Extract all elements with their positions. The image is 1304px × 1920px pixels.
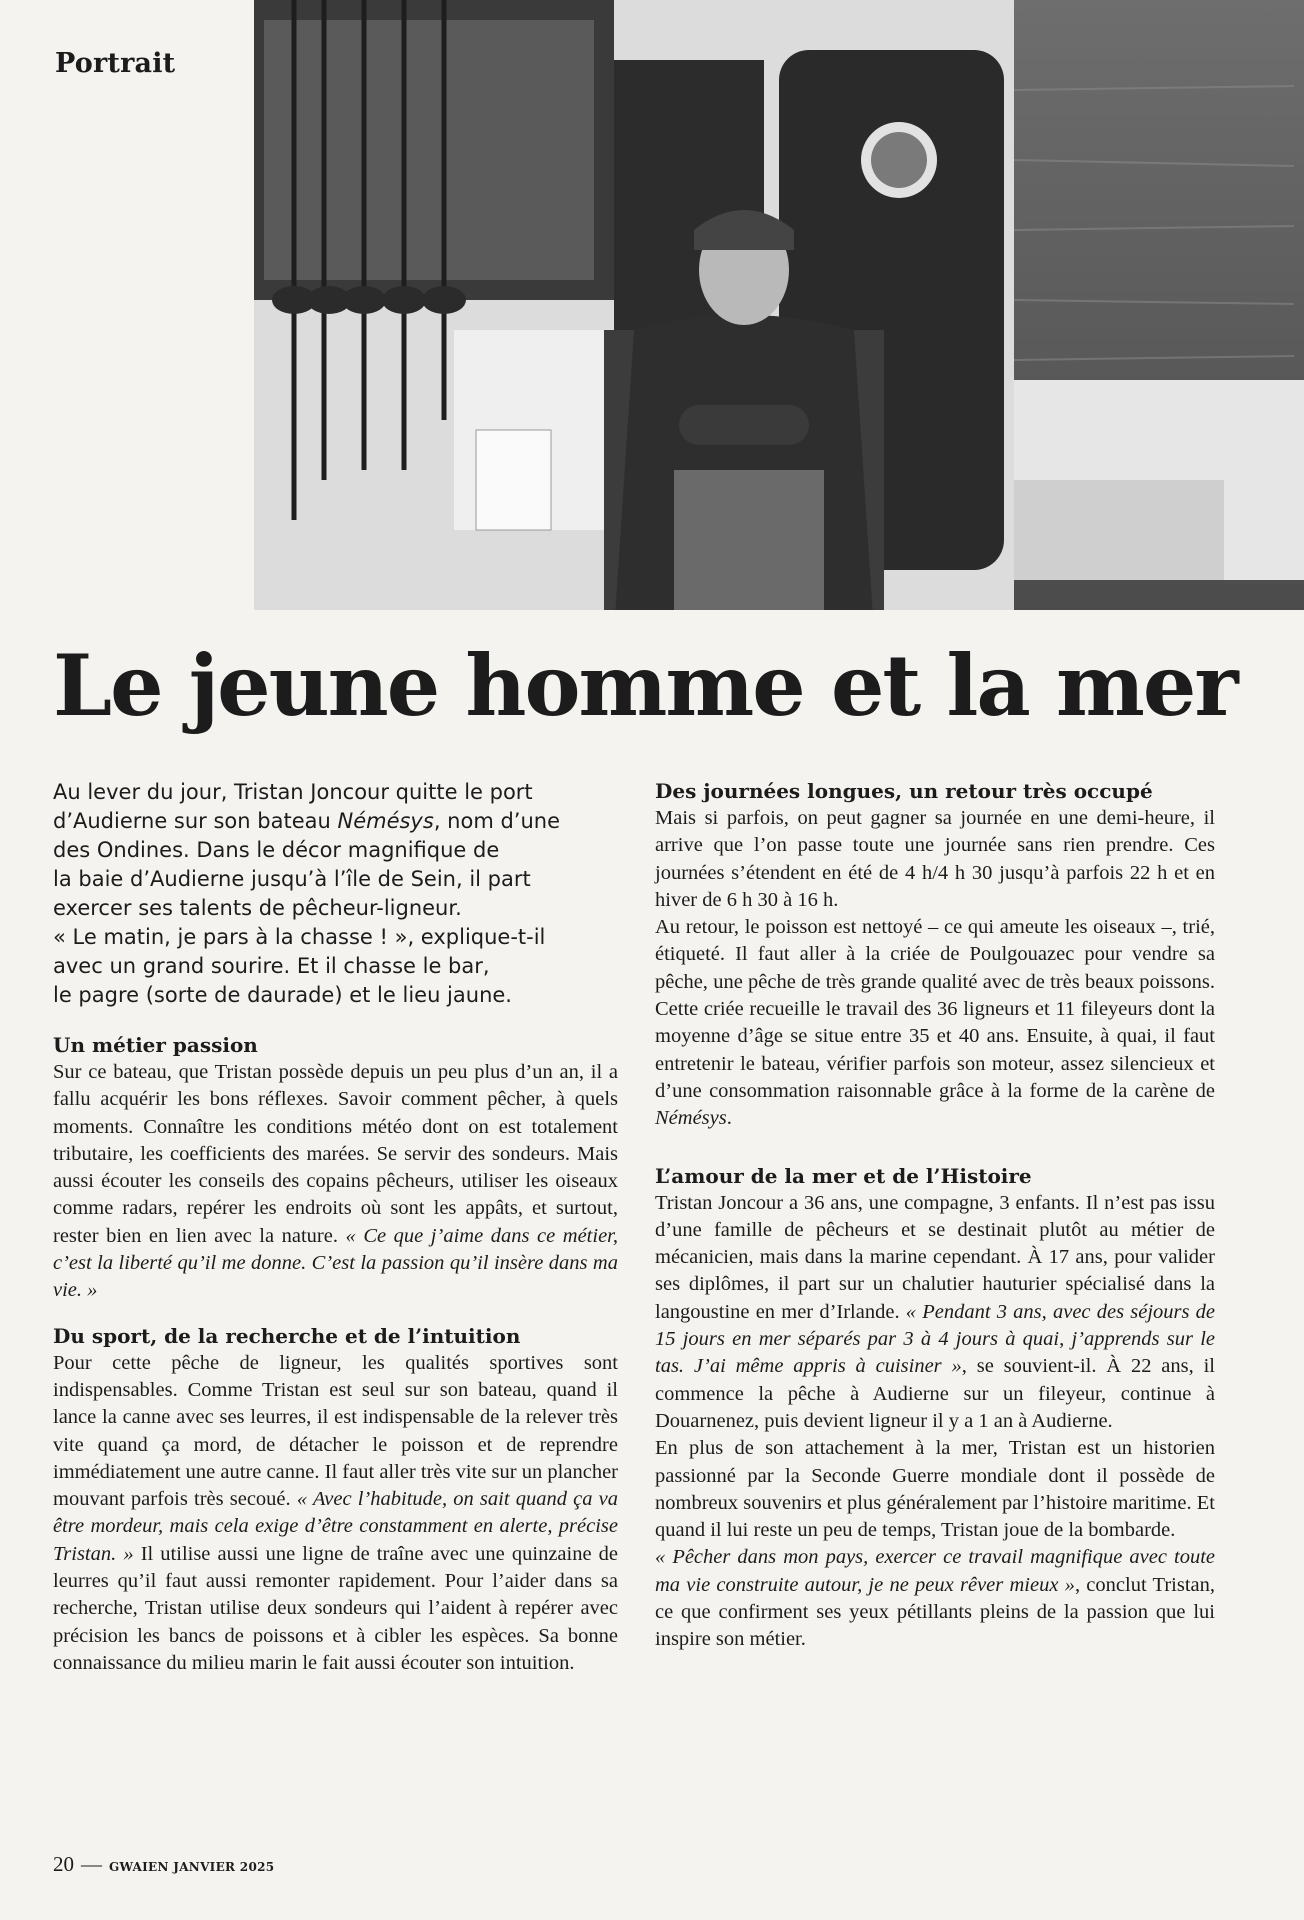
page-footer	[53, 1852, 274, 1877]
magazine-issue: GWAIEN JANVIER 2025	[108, 1860, 275, 1874]
intro-line: exercer ses talents de pêcheur-ligneur.	[53, 896, 462, 920]
section-title: Des journées longues, un retour très occupé	[655, 779, 1153, 803]
intro-line: Au lever du jour, Tristan Joncour quitte le port	[53, 780, 533, 804]
section-body: Mais si parfois, on peut gagner sa journée en une demi-heure, il arrive que l’on passe toute une journée sans rien prendre. Ces journées s’étendent en été de 4 h/4 h 30 jusqu’à parfois 22 h et en hiver de 6 h 30 à 16 h. Au retour, le poisson est nettoyé – ce qui ameute les oiseaux –, trié, étiqueté. Il faut aller à la criée de Poulgouazec pour vendre sa pêche, une pêche de très grande qualité avec de très beaux poissons. Cette criée recueille le travail des 36 ligneurs et 11 fileyeurs dont la moyenne d’âge se situe entre 35 et 40 ans. Ensuite, à quai, il faut entretenir le bateau, vérifier parfois son moteur, assez silencieux et d’une consommation raisonnable grâce à la forme de la carène de Némésys.	[655, 807, 1215, 1130]
section-title: Du sport, de la recherche et de l’intuition	[53, 1323, 521, 1348]
section-sport	[53, 1323, 618, 1678]
intro-line: la baie d’Audierne jusqu’à l’île de Sein, il part	[53, 867, 531, 891]
fisherman-photo	[254, 0, 1304, 632]
section-body: Pour cette pêche de ligneur, les qualités sportives sont indispensables. Comme Tristan est seul sur son bateau, quand il lance la canne avec ses leurres, il est indispensable de la relever très vite quand ça mord, de détacher le poisson et de reprendre immédiatement une autre canne. Il faut aller très vite sur un plancher mouvant parfois très secoué. « Avec l’habitude, on sait quand ça va être mordeur, mais cela exige d’être constamment en alerte, précise Tristan. » Il utilise aussi une ligne de traîne avec une quinzaine de leurres qu’il faut aussi remonter rapidement. Pour l’aider dans sa recherche, Tristan utilise deux sondeurs qui l’aident à repérer avec précision les bancs de poissons et à cibler les espèces. Sa bonne connaissance du milieu marin le fait aussi écouter son intuition.	[53, 1351, 619, 1674]
section-journees	[655, 778, 1215, 1133]
section-amour	[655, 1163, 1215, 1654]
section-body: Sur ce bateau, que Tristan possède depuis un peu plus d’un an, il a fallu acquérir les bons réflexes. Savoir comment pêcher, à quels moments. Connaître les conditions météo dont on est totalement tributaire, les coefficients des marées. Se servir des sondeurs. Mais aussi écouter les conseils des copains pêcheurs, utiliser les oiseaux comme radars, repérer les endroits où sont les appâts, et surtout, rester bien en lien avec la nature. « Ce que j’aime dans ce métier, c’est la liberté qu’il me donne. C’est la passion qu’il insère dans ma vie. »	[53, 1061, 619, 1302]
section-rubric: Portrait	[55, 48, 176, 79]
right-column	[655, 778, 1215, 1672]
intro-line: « Le matin, je pars à la chasse ! », explique-t-il	[53, 925, 546, 949]
section-title: L’amour de la mer et de l’Histoire	[655, 1163, 1032, 1188]
photo-illustration	[254, 0, 1304, 632]
intro-line: le pagre (sorte de daurade) et le lieu jaune.	[53, 983, 512, 1007]
article-headline: Le jeune homme et la mer	[53, 636, 1237, 735]
footer-dash: —	[80, 1852, 102, 1876]
intro-line: d’Audierne sur son bateau Némésys, nom d’une	[53, 809, 560, 833]
intro-line: des Ondines. Dans le décor magnifique de	[53, 838, 500, 862]
page-number: 20	[53, 1852, 74, 1876]
section-metier	[53, 1032, 618, 1305]
section-body: Tristan Joncour a 36 ans, une compagne, 3 enfants. Il n’est pas issu d’une famille de pêcheurs et se destinait plutôt au métier de mécanicien, mais dans la marine cependant. À 17 ans, pour valider ses diplômes, il part sur un chalutier hauturier spécialisé dans la langoustine en mer d’Irlande. « Pendant 3 ans, avec des séjours de 15 jours en mer séparés par 3 à 4 jours à quai, j’apprends sur le tas. J’ai même appris à cuisiner », se souvient-il. À 22 ans, il commence la pêche à Audierne sur un fileyeur, continue à Douarnenez, puis devient ligneur il y a 1 an à Audierne. En plus de son attachement à la mer, Tristan est un historien passionné par la Seconde Guerre mondiale dont il possède de nombreux souvenirs et plus généralement par l’histoire maritime. Et quand il lui reste un peu de temps, Tristan joue de la bombarde. « Pêcher dans mon pays, exercer ce travail magnifique avec toute ma vie construite autour, je ne peux rêver mieux », conclut Tristan, ce que confirment ses yeux pétillants pleins de la passion que lui inspire son métier.	[655, 1191, 1216, 1651]
section-title: Un métier passion	[53, 1033, 258, 1057]
left-column	[53, 778, 618, 1695]
intro-line: avec un grand sourire. Et il chasse le bar,	[53, 954, 490, 978]
article-intro	[53, 778, 618, 1010]
